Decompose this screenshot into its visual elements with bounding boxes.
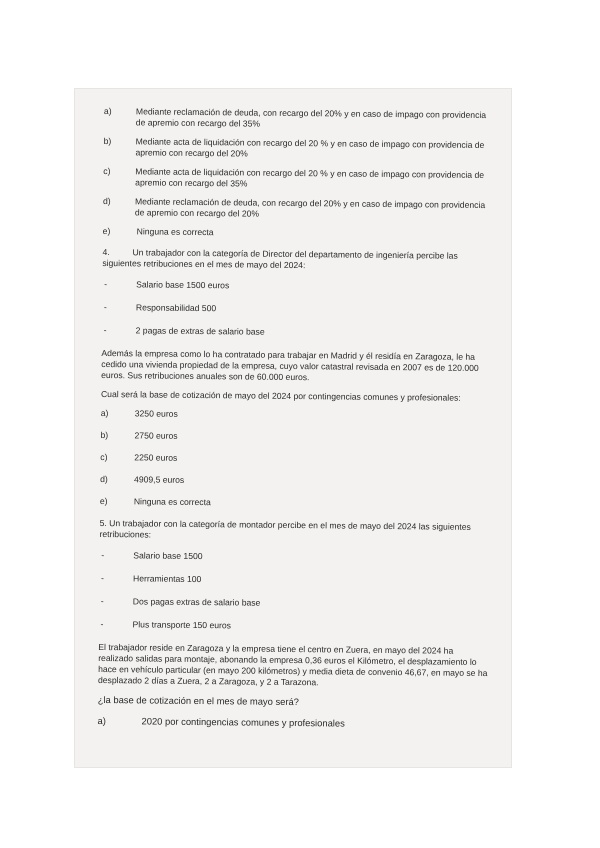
answer-letter: c) bbox=[100, 451, 108, 463]
answer-b bbox=[100, 430, 492, 445]
list-item-text: Plus transporte 150 euros bbox=[132, 619, 232, 631]
option-letter: c) bbox=[103, 165, 111, 177]
option-text: Mediante acta de liquidación con recargo del 20 % y en caso de impago con providencia de apremio con recargo del 20% bbox=[135, 136, 485, 159]
option-text: Mediante reclamación de deuda, con recargo del 20% y en caso de impago con providencia de apremio con recargo del 35% bbox=[135, 106, 487, 129]
list-item bbox=[102, 279, 494, 294]
list-item bbox=[102, 302, 494, 317]
question-text: Un trabajador con la categoría de Director del departamento de ingeniería percibe las siguientes retribuciones en el mes de mayo del 2024: bbox=[102, 247, 458, 271]
answer-c bbox=[100, 452, 492, 467]
answer-text: Ninguna es correcta bbox=[133, 496, 211, 508]
list-item bbox=[99, 619, 491, 634]
option-letter: a) bbox=[103, 106, 112, 117]
bullet-dash: - bbox=[103, 302, 107, 313]
answer-letter: a) bbox=[97, 714, 106, 727]
question-number: 4. bbox=[102, 246, 110, 258]
answer-letter: b) bbox=[100, 429, 109, 441]
answer-a bbox=[98, 715, 490, 730]
question-4-paragraph: Además la empresa como lo ha contratado para trabajar en Madrid y él residía en Zaragoza, le ha cedido una vivienda propiedad de la empresa, cuyo valor catastral revisada en 2007 es de 120.000 euros. Sus retribuciones anuales son de 60.000 euros. bbox=[101, 347, 479, 383]
list-item bbox=[99, 573, 491, 588]
answer-text: 2750 euros bbox=[134, 430, 178, 441]
question-3-options bbox=[103, 106, 496, 241]
answer-text: 3250 euros bbox=[134, 408, 178, 419]
option-d bbox=[103, 196, 495, 222]
bullet-dash: - bbox=[101, 572, 104, 584]
answer-letter: e) bbox=[99, 495, 108, 507]
answer-e bbox=[100, 496, 492, 511]
answer-text: 2020 por contingencias comunes y profesionales bbox=[141, 715, 345, 729]
list-item-text: Salario base 1500 euros bbox=[136, 279, 230, 291]
option-b bbox=[103, 136, 495, 162]
option-text: Ninguna es correcta bbox=[136, 226, 214, 238]
answer-letter: d) bbox=[100, 473, 108, 485]
page-content bbox=[98, 106, 496, 730]
list-item-text: Herramientas 100 bbox=[133, 573, 202, 585]
option-a bbox=[104, 106, 496, 132]
question-5-statement: 5. Un trabajador con la categoría de montador percibe en el mes de mayo del 2024 las siguientes retribuciones: bbox=[99, 517, 471, 540]
bullet-dash: - bbox=[103, 325, 107, 336]
list-item bbox=[99, 596, 491, 611]
question-4-statement bbox=[102, 247, 494, 273]
option-letter: b) bbox=[103, 135, 112, 147]
list-item bbox=[99, 550, 491, 565]
answer-text: 2250 euros bbox=[134, 452, 178, 463]
bullet-dash: - bbox=[100, 595, 104, 607]
list-item bbox=[102, 325, 494, 340]
answer-a bbox=[101, 408, 493, 423]
bullet-dash: - bbox=[100, 618, 104, 630]
answer-letter: a) bbox=[100, 407, 109, 419]
question-4 bbox=[100, 247, 495, 511]
list-item-text: Dos pagas extras de salario base bbox=[132, 596, 261, 608]
list-item-text: Responsabilidad 500 bbox=[135, 302, 217, 314]
option-text: Mediante reclamación de deuda, con recargo del 20% y en caso de impago con providencia de apremio con recargo del 20% bbox=[134, 196, 486, 219]
answer-text: 4909,5 euros bbox=[134, 474, 185, 485]
option-c bbox=[103, 166, 495, 192]
option-e bbox=[103, 226, 495, 241]
question-4-question: Cual será la base de cotización de mayo del 2024 por contingencias comunes y profesionales: bbox=[100, 388, 461, 403]
list-item-text: Salario base 1500 bbox=[133, 550, 203, 562]
list-item-text: 2 pagas de extras de salario base bbox=[135, 325, 265, 337]
option-letter: d) bbox=[102, 195, 111, 207]
answer-d bbox=[100, 474, 492, 489]
bullet-dash: - bbox=[104, 279, 108, 290]
bullet-dash: - bbox=[101, 549, 105, 561]
question-5-question: ¿la base de cotización en el mes de mayo será? bbox=[97, 693, 299, 708]
option-letter: e) bbox=[102, 225, 111, 237]
question-5 bbox=[98, 518, 492, 730]
question-5-paragraph: El trabajador reside en Zaragoza y la empresa tiene el centro en Zuera, en mayo del 2024 ha realizado salidas para montaje, abonando la empresa 0,36 euros el Kilómetro, el desplazamiento lo hace en vehículo particular (en mayo 200 kilómetros) y media dieta de convenio 46,67, en mayo se ha desplazado 2 días a Zuera, 2 a Zaragoza, y 2 a Tarazona. bbox=[97, 641, 488, 688]
document-page bbox=[74, 88, 512, 768]
option-text: Mediante acta de liquidación con recargo del 20 % y en caso de impago con providencia de apremio con recargo del 35% bbox=[135, 166, 485, 189]
